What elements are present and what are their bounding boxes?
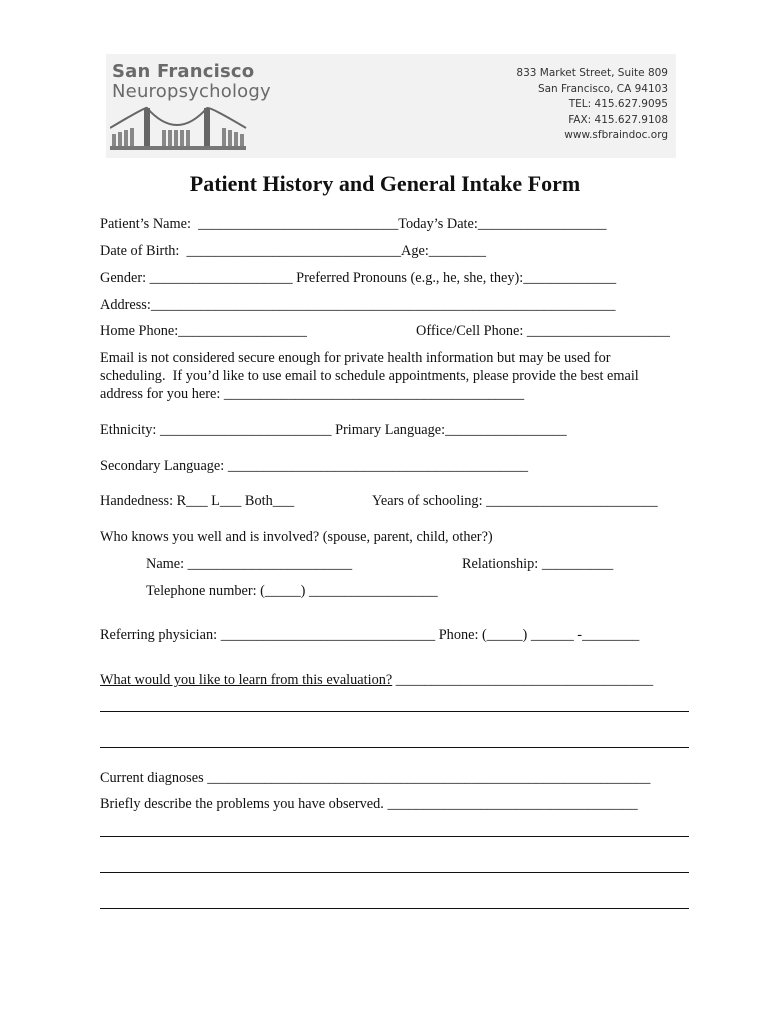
address-fax: FAX: 415.627.9108 bbox=[568, 113, 668, 126]
address-street: 833 Market Street, Suite 809 bbox=[516, 67, 668, 79]
evaluation-goal-blank: ____________________________________ bbox=[392, 672, 654, 688]
email-field[interactable]: address for you here: __________________________________________ bbox=[100, 386, 525, 402]
contact-telephone-field[interactable]: Telephone number: (_____) __________________ bbox=[146, 583, 438, 599]
evaluation-goal-field[interactable] bbox=[100, 671, 653, 689]
address-city: San Francisco, CA 94103 bbox=[537, 82, 668, 95]
home-phone-field[interactable]: Home Phone:__________________ bbox=[100, 323, 307, 339]
answer-line[interactable] bbox=[100, 908, 689, 909]
handedness-field[interactable]: Handedness: R___ L___ Both___ bbox=[100, 493, 295, 509]
answer-line[interactable] bbox=[100, 747, 689, 748]
problems-field[interactable]: Briefly describe the problems you have observed. ___________________________________ bbox=[100, 796, 638, 812]
email-note-line2: scheduling. If you’d like to use email to schedule appointments, please provide the best email bbox=[100, 368, 639, 384]
golden-gate-bridge-logo-icon bbox=[110, 106, 250, 152]
referring-physician-field[interactable]: Referring physician: ______________________________ Phone: (_____) ______ -________ bbox=[100, 627, 640, 643]
answer-line[interactable] bbox=[100, 711, 689, 712]
diagnoses-field[interactable]: Current diagnoses ______________________________________________________________ bbox=[100, 770, 651, 786]
form-title: Patient History and General Intake Form bbox=[189, 171, 581, 196]
letterhead-address bbox=[516, 66, 668, 144]
secondary-language-field[interactable]: Secondary Language: __________________________________________ bbox=[100, 458, 529, 474]
address-tel: TEL: 415.627.9095 bbox=[568, 98, 668, 110]
org-name-line1: San Francisco bbox=[112, 61, 255, 82]
contact-name-field[interactable]: Name: _______________________ bbox=[146, 556, 353, 572]
patient-name-field[interactable]: Patient’s Name: ____________________________Today’s Date:__________________ bbox=[100, 216, 607, 232]
answer-line[interactable] bbox=[100, 836, 689, 837]
ethnicity-field[interactable]: Ethnicity: ________________________ Primary Language:_________________ bbox=[100, 422, 567, 438]
gender-field[interactable]: Gender: ____________________ Preferred Pronouns (e.g., he, she, they):_____________ bbox=[100, 270, 617, 286]
email-note-line1: Email is not considered secure enough for private health information but may be used for bbox=[100, 350, 611, 366]
schooling-field[interactable]: Years of schooling: ________________________ bbox=[372, 493, 658, 509]
who-knows-prompt: Who knows you well and is involved? (spouse, parent, child, other?) bbox=[100, 529, 493, 545]
address-website: www.sfbraindoc.org bbox=[564, 129, 668, 141]
office-phone-field[interactable]: Office/Cell Phone: ____________________ bbox=[416, 323, 670, 339]
relationship-field[interactable]: Relationship: __________ bbox=[462, 556, 614, 572]
letterhead bbox=[106, 54, 676, 158]
dob-field[interactable]: Date of Birth: ______________________________Age:________ bbox=[100, 243, 486, 259]
org-name-line2: Neuropsychology bbox=[112, 81, 271, 102]
evaluation-goal-prompt: What would you like to learn from this evaluation? bbox=[100, 672, 393, 688]
address-field[interactable]: Address:_________________________________________________________________ bbox=[100, 297, 616, 313]
answer-line[interactable] bbox=[100, 872, 689, 873]
